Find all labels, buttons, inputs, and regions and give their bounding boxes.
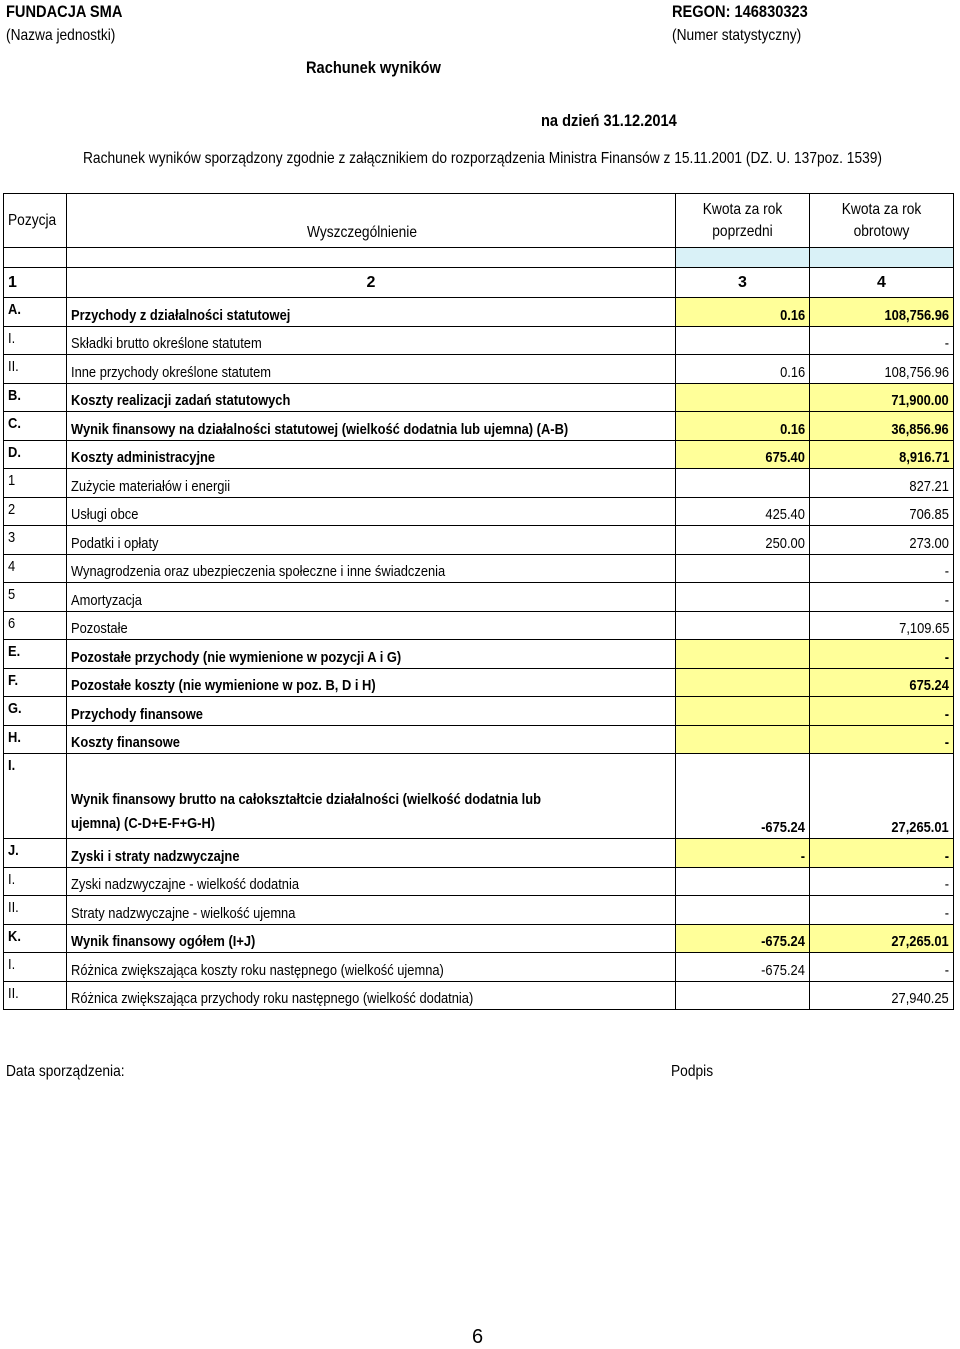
row-amount-current: 273.00 [810, 526, 954, 555]
col-number: 1 [4, 268, 67, 298]
table-row [4, 611, 954, 640]
row-amount-previous: 425.40 [676, 497, 810, 526]
row-amount-previous: -675.24 [676, 953, 810, 982]
row-amount-previous [676, 867, 810, 896]
col-header-prev: Kwota za rok poprzedni [676, 194, 810, 248]
row-position: J. [4, 839, 67, 868]
row-amount-current: 706.85 [810, 497, 954, 526]
regon-caption: (Numer statystyczny) [672, 27, 802, 44]
row-description: Inne przychody określone statutem [67, 355, 676, 384]
row-amount-current: - [810, 839, 954, 868]
row-description: Pozostałe koszty (nie wymienione w poz. B, D i H) [67, 668, 676, 697]
row-description: Zyski nadzwyczajne - wielkość dodatnia [67, 867, 676, 896]
row-amount-previous: 0.16 [676, 298, 810, 327]
row-position: I. [4, 867, 67, 896]
col-header-desc: Wyszczególnienie [67, 194, 676, 248]
row-amount-current: - [810, 640, 954, 669]
row-position: H. [4, 725, 67, 754]
row-position: K. [4, 924, 67, 953]
table-row [4, 839, 954, 868]
table-row [4, 867, 954, 896]
table-row [4, 440, 954, 469]
table-row [4, 526, 954, 555]
regon: REGON: 146830323 [672, 2, 808, 21]
table-row [4, 583, 954, 612]
table-row [4, 640, 954, 669]
table-row [4, 924, 954, 953]
table-row [4, 953, 954, 982]
row-amount-current: 27,265.01 [810, 754, 954, 839]
row-position: D. [4, 440, 67, 469]
row-description: Różnica zwiększająca przychody roku następnego (wielkość dodatnia) [67, 981, 676, 1010]
spacer-cell [810, 248, 954, 268]
preparation-date-label: Data sporządzenia: [6, 1063, 125, 1080]
row-description: Zyski i straty nadzwyczajne [67, 839, 676, 868]
row-amount-current: 108,756.96 [810, 298, 954, 327]
row-amount-current: - [810, 583, 954, 612]
row-position: 4 [4, 554, 67, 583]
row-amount-current: - [810, 697, 954, 726]
row-amount-current: 675.24 [810, 668, 954, 697]
row-position: I. [4, 326, 67, 355]
row-amount-previous [676, 383, 810, 412]
row-amount-previous: 675.40 [676, 440, 810, 469]
row-position: 3 [4, 526, 67, 555]
row-description: Amortyzacja [67, 583, 676, 612]
row-position: 2 [4, 497, 67, 526]
row-amount-previous: 0.16 [676, 355, 810, 384]
row-amount-current: 27,940.25 [810, 981, 954, 1010]
row-amount-previous: - [676, 839, 810, 868]
row-position: C. [4, 412, 67, 441]
spacer-cell [676, 248, 810, 268]
row-amount-previous [676, 668, 810, 697]
org-caption: (Nazwa jednostki) [6, 27, 116, 44]
row-position: I. [4, 754, 67, 839]
row-amount-current: - [810, 953, 954, 982]
row-description: Zużycie materiałów i energii [67, 469, 676, 498]
row-amount-previous [676, 640, 810, 669]
row-position: A. [4, 298, 67, 327]
income-statement-table [3, 193, 954, 1010]
row-amount-previous [676, 725, 810, 754]
row-amount-previous [676, 981, 810, 1010]
spacer-cell [4, 248, 67, 268]
row-amount-previous [676, 583, 810, 612]
row-amount-previous [676, 326, 810, 355]
table-row [4, 725, 954, 754]
row-amount-current: 8,916.71 [810, 440, 954, 469]
row-position: B. [4, 383, 67, 412]
row-amount-previous [676, 469, 810, 498]
spacer-cell [67, 248, 676, 268]
row-description: Przychody z działalności statutowej [67, 298, 676, 327]
row-description: Wynagrodzenia oraz ubezpieczenia społeczne i inne świadczenia [67, 554, 676, 583]
header-spacer-row [4, 248, 954, 268]
table-row [4, 668, 954, 697]
row-position: 1 [4, 469, 67, 498]
row-description: Przychody finansowe [67, 697, 676, 726]
table-row [4, 554, 954, 583]
table-row [4, 326, 954, 355]
row-description: Różnica zwiększająca koszty roku następnego (wielkość ujemna) [67, 953, 676, 982]
row-description: Usługi obce [67, 497, 676, 526]
row-amount-previous: -675.24 [676, 754, 810, 839]
signature-label: Podpis [671, 1063, 714, 1080]
row-amount-current: 71,900.00 [810, 383, 954, 412]
row-description: Pozostałe [67, 611, 676, 640]
row-amount-current: - [810, 326, 954, 355]
col-header-pos: Pozycja [4, 194, 67, 248]
row-amount-previous [676, 896, 810, 925]
row-position: 5 [4, 583, 67, 612]
row-amount-current: 7,109.65 [810, 611, 954, 640]
row-amount-previous [676, 611, 810, 640]
row-amount-current: - [810, 554, 954, 583]
col-header-curr: Kwota za rok obrotowy [810, 194, 954, 248]
row-amount-current: 36,856.96 [810, 412, 954, 441]
row-position: G. [4, 697, 67, 726]
col-number: 2 [67, 268, 676, 298]
row-amount-previous [676, 554, 810, 583]
document-title: Rachunek wyników [306, 58, 441, 77]
row-description: Wynik finansowy ogółem (I+J) [67, 924, 676, 953]
table-row [4, 412, 954, 441]
table-row [4, 469, 954, 498]
row-amount-current: - [810, 725, 954, 754]
row-description: Pozostałe przychody (nie wymienione w pozycji A i G) [67, 640, 676, 669]
row-amount-previous [676, 697, 810, 726]
row-amount-current: - [810, 896, 954, 925]
table-row [4, 383, 954, 412]
org-name: FUNDACJA SMA [6, 2, 123, 21]
row-description: Składki brutto określone statutem [67, 326, 676, 355]
table-row [4, 697, 954, 726]
row-description: Straty nadzwyczajne - wielkość ujemna [67, 896, 676, 925]
row-description: Koszty administracyjne [67, 440, 676, 469]
report-date: na dzień 31.12.2014 [541, 111, 677, 130]
row-amount-current: 827.21 [810, 469, 954, 498]
row-amount-current: 27,265.01 [810, 924, 954, 953]
table-row [4, 754, 954, 839]
row-amount-previous: -675.24 [676, 924, 810, 953]
row-amount-previous: 250.00 [676, 526, 810, 555]
row-position: E. [4, 640, 67, 669]
table-row [4, 497, 954, 526]
row-position: II. [4, 981, 67, 1010]
page-number: 6 [472, 1326, 484, 1348]
table-row [4, 896, 954, 925]
legal-basis: Rachunek wyników sporządzony zgodnie z załącznikiem do rozporządzenia Ministra Finansów z 15.11.2001 (DZ. U. 137poz. 1539) [83, 150, 883, 167]
table-row [4, 981, 954, 1010]
row-amount-current: 108,756.96 [810, 355, 954, 384]
row-description: Podatki i opłaty [67, 526, 676, 555]
row-position: II. [4, 355, 67, 384]
table-row [4, 355, 954, 384]
row-position: I. [4, 953, 67, 982]
column-number-row [4, 268, 954, 298]
row-amount-current: - [810, 867, 954, 896]
row-description: Koszty finansowe [67, 725, 676, 754]
col-number: 4 [810, 268, 954, 298]
row-position: II. [4, 896, 67, 925]
row-description: Wynik finansowy brutto na całokształtcie działalności (wielkość dodatnia lub ujemna) (C-D+E-F+G-H) [67, 754, 676, 839]
col-number: 3 [676, 268, 810, 298]
row-position: 6 [4, 611, 67, 640]
header-row [4, 194, 954, 248]
row-description: Wynik finansowy na działalności statutowej (wielkość dodatnia lub ujemna) (A-B) [67, 412, 676, 441]
row-amount-previous: 0.16 [676, 412, 810, 441]
row-description: Koszty realizacji zadań statutowych [67, 383, 676, 412]
table-row [4, 298, 954, 327]
row-position: F. [4, 668, 67, 697]
